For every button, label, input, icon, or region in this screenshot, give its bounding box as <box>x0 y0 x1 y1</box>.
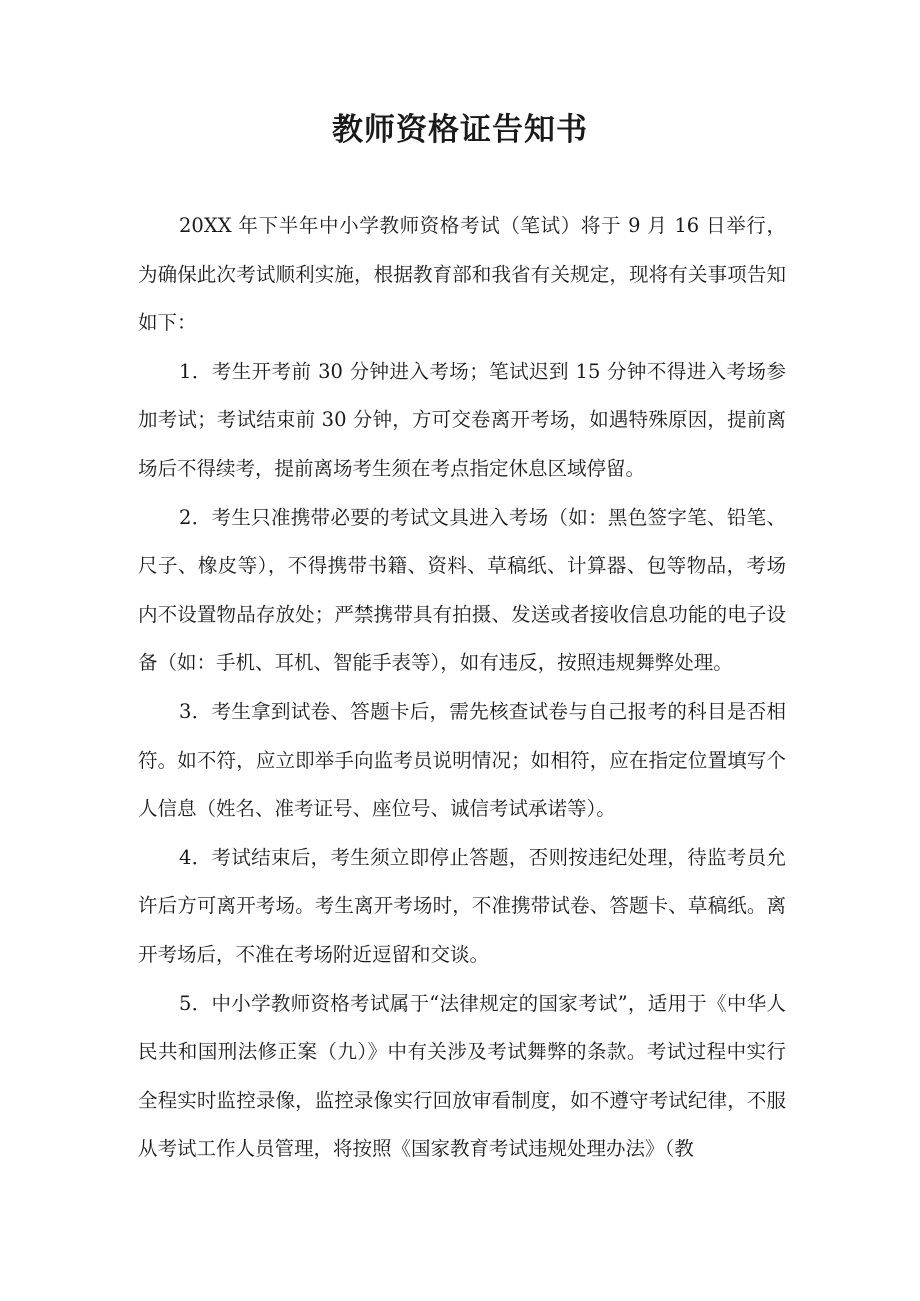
rule-paragraph-1: 1．考生开考前 30 分钟进入考场；笔试迟到 15 分钟不得进入考场参加考试；考试结束前 30 分钟，方可交卷离开考场，如遇特殊原因，提前离场后不得续考，提前离场考生须在考点指定休息区域停留。 <box>138 359 786 480</box>
intro-paragraph: 20XX 年下半年中小学教师资格考试（笔试）将于 9 月 16 日举行，为确保此次考试顺利实施，根据教育部和我省有关规定，现将有关事项告知如下： <box>138 214 786 335</box>
rule-paragraph-4: 4．考试结束后，考生须立即停止答题，否则按违纪处理，待监考员允许后方可离开考场。考生离开考场时，不准携带试卷、答题卡、草稿纸。离开考场后，不准在考场附近逗留和交谈。 <box>138 845 786 966</box>
rule-paragraph-3: 3．考生拿到试卷、答题卡后，需先核查试卷与自己报考的科目是否相符。如不符，应立即举手向监考员说明情况；如相符，应在指定位置填写个人信息（姓名、准考证号、座位号、诚信考试承诺等）。 <box>138 699 786 821</box>
rule-paragraph-2: 2．考生只准携带必要的考试文具进入考场（如：黑色签字笔、铅笔、尺子、橡皮等），不得携带书籍、资料、草稿纸、计算器、包等物品，考场内不设置物品存放处；严禁携带具有拍摄、发送或者接收信息功能的电子设备（如：手机、耳机、智能手表等），如有违反，按照违规舞弊处理。 <box>138 505 786 675</box>
document-body <box>138 202 786 1174</box>
rule-paragraph-5: 5．中小学教师资格考试属于“法律规定的国家考试”，适用于《中华人民共和国刑法修正案（九）》中有关涉及考试舞弊的条款。考试过程中实行全程实时监控录像，监控录像实行回放审看制度，如不遵守考试纪律，不服从考试工作人员管理，将按照《国家教育考试违规处理办法》（教 <box>138 991 786 1161</box>
document-title: 教师资格证告知书 <box>332 112 588 148</box>
